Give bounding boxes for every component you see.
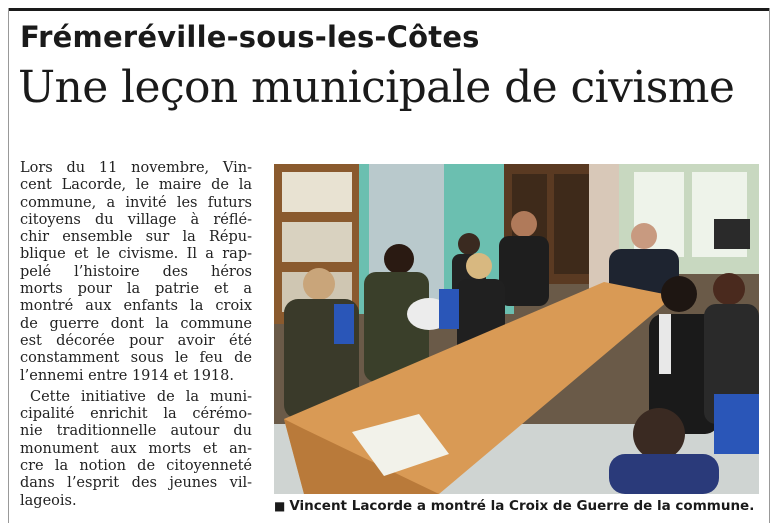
- body-line: constamment sous le feu de: [20, 350, 252, 367]
- article-headline: Une leçon municipale de civisme: [18, 62, 735, 113]
- body-line: Cette initiative de la muni-: [30, 388, 252, 405]
- caption-text: Vincent Lacorde a montré la Croix de Guerre de la commune.: [289, 498, 755, 514]
- body-line: chir ensemble sur la Répu-: [20, 229, 252, 246]
- body-line: cent Lacorde, le maire de la: [20, 177, 252, 194]
- body-line: l’ennemi entre 1914 et 1918.: [20, 367, 234, 384]
- body-line: commune, a invité les futurs: [20, 194, 252, 211]
- article-body: [20, 160, 254, 510]
- body-line: montré aux enfants la croix: [20, 298, 252, 315]
- photo-caption: [274, 498, 754, 514]
- body-line: cre la notion de citoyenneté: [20, 458, 252, 475]
- left-border: [8, 8, 9, 523]
- right-border: [769, 8, 770, 523]
- article-photo: [274, 164, 759, 494]
- classroom-scene-illustration: [274, 164, 759, 494]
- body-line: nie traditionnelle autour du: [20, 423, 252, 440]
- body-line: citoyens du village à réflé-: [20, 211, 252, 228]
- top-rule: [8, 8, 770, 11]
- body-line: cipalité enrichit la cérémo-: [20, 406, 252, 423]
- caption-marker: ■: [274, 499, 286, 513]
- body-line: est décorée pour avoir été: [20, 332, 252, 349]
- body-line: morts pour la patrie et a: [20, 281, 252, 298]
- body-line: Lors du 11 novembre, Vin-: [20, 160, 252, 176]
- body-line: blique et le civisme. Il a rap-: [20, 246, 252, 263]
- locality-title: Frémeréville-sous-les-Côtes: [20, 20, 480, 54]
- body-line: pelé l’histoire des héros: [20, 263, 252, 280]
- body-line: monument aux morts et an-: [20, 440, 252, 457]
- body-line: lageois.: [20, 492, 77, 509]
- body-line: dans l’esprit des jeunes vil-: [20, 475, 252, 492]
- body-line: de guerre dont la commune: [20, 315, 252, 332]
